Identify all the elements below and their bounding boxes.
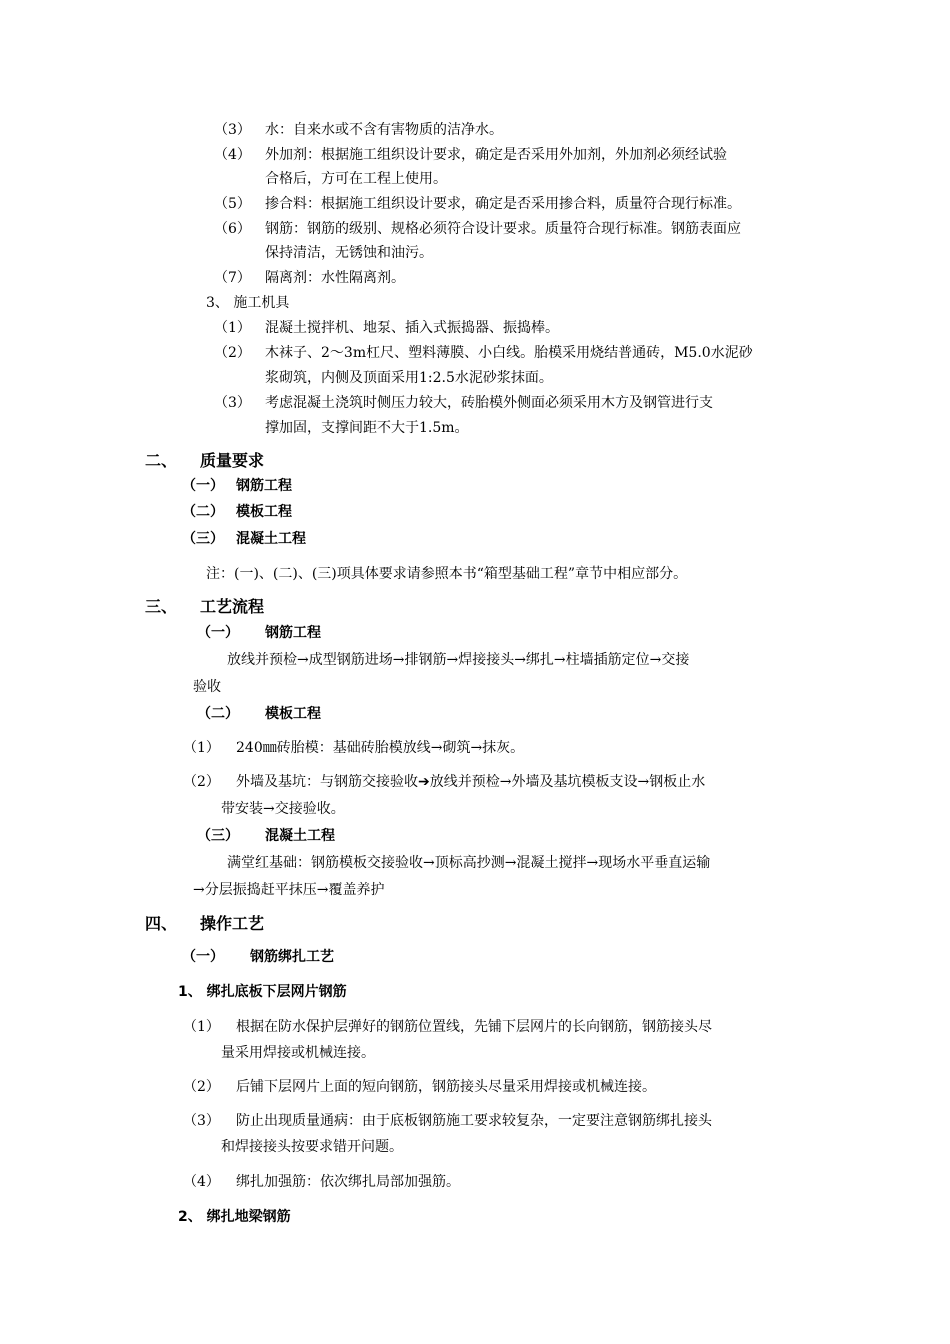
subsection-number: （二） — [197, 706, 239, 722]
list-item-number: （3） — [214, 122, 251, 138]
list-item-number: （6） — [214, 221, 251, 237]
flow-text: 满堂红基础：钢筋模板交接验收→顶标高抄测→混凝土搅拌→现场水平垂直运输 — [227, 855, 711, 871]
list-item-number: （4） — [214, 147, 251, 163]
subsection-title: 钢筋工程 — [236, 478, 292, 494]
list-item-text: 防止出现质量通病：由于底板钢筋施工要求较复杂，一定要注意钢筋绑扎接头 — [236, 1113, 712, 1129]
subsection-number: （三） — [182, 531, 224, 547]
subsection-number: （一） — [182, 478, 224, 494]
section-title: 质量要求 — [200, 451, 265, 470]
list-item-text: 水：自来水或不含有害物质的洁净水。 — [265, 122, 503, 138]
list-item-text: 根据在防水保护层弹好的钢筋位置线，先铺下层网片的长向钢筋，钢筋接头尽 — [236, 1019, 712, 1035]
subsection-title: 混凝土工程 — [236, 531, 306, 547]
list-item-number: （3） — [214, 395, 251, 411]
list-item-number: （1） — [214, 320, 251, 336]
list-item-number: （2） — [183, 774, 220, 790]
subsection-number: （二） — [182, 504, 224, 520]
section-heading: 3、 施工机具 — [206, 295, 290, 311]
list-item-text: 钢筋：钢筋的级别、规格必须符合设计要求。质量符合现行标准。钢筋表面应 — [265, 221, 741, 237]
subsection-title: 混凝土工程 — [265, 828, 335, 844]
list-item-text: 掺合料：根据施工组织设计要求，确定是否采用掺合料，质量符合现行标准。 — [265, 196, 741, 212]
list-item-number: （2） — [183, 1079, 220, 1095]
subsection-title: 钢筋工程 — [265, 625, 321, 641]
note-text: 注：(一)、(二)、(三)项具体要求请参照本书“箱型基础工程”章节中相应部分。 — [206, 566, 688, 582]
subsection-number: （一） — [182, 949, 224, 965]
subsection-title: 钢筋绑扎工艺 — [250, 949, 334, 965]
list-item-text: 考虑混凝土浇筑时侧压力较大，砖胎模外侧面必须采用木方及钢管进行支 — [265, 395, 713, 411]
subsection-title: 模板工程 — [265, 706, 321, 722]
list-item-number: （5） — [214, 196, 251, 212]
list-item-text: 撑加固，支撑间距不大于1.5m。 — [265, 420, 469, 436]
list-item-text: 隔离剂：水性隔离剂。 — [265, 270, 405, 286]
item-heading: 2、 绑扎地梁钢筋 — [178, 1209, 291, 1225]
list-item-text: 和焊接接头按要求错开问题。 — [221, 1139, 403, 1155]
list-item-text: 240㎜砖胎模：基础砖胎模放线→砌筑→抹灰。 — [236, 740, 525, 756]
section-title: 操作工艺 — [200, 914, 265, 933]
section-number: 二、 — [145, 451, 178, 470]
list-item-text: 浆砌筑，内侧及顶面采用1:2.5水泥砂浆抹面。 — [265, 370, 553, 386]
item-heading: 1、 绑扎底板下层网片钢筋 — [178, 984, 347, 1000]
section-number: 四、 — [145, 914, 178, 933]
list-item-number: （1） — [183, 1019, 220, 1035]
list-item-text: 量采用焊接或机械连接。 — [221, 1045, 375, 1061]
flow-text: →分层振捣赶平抹压→覆盖养护 — [193, 882, 385, 898]
list-item-text: 外加剂：根据施工组织设计要求，确定是否采用外加剂，外加剂必须经试验 — [265, 147, 727, 163]
section-title: 工艺流程 — [200, 597, 265, 616]
section-number: 三、 — [145, 597, 178, 616]
list-item-number: （2） — [214, 345, 251, 361]
list-item-text: 带安装→交接验收。 — [221, 801, 345, 817]
subsection-number: （三） — [197, 828, 239, 844]
list-item-number: （1） — [183, 740, 220, 756]
list-item-text: 绑扎加强筋：依次绑扎局部加强筋。 — [236, 1174, 460, 1190]
list-item-number: （4） — [183, 1174, 220, 1190]
list-item-text: 后铺下层网片上面的短向钢筋，钢筋接头尽量采用焊接或机械连接。 — [236, 1079, 656, 1095]
list-item-text: 木袜子、2～3m杠尺、塑料薄膜、小白线。胎模采用烧结普通砖，M5.0水泥砂 — [265, 345, 753, 361]
list-item-text: 外墙及基坑：与钢筋交接验收➔放线并预检→外墙及基坑模板支设→钢板止水 — [236, 774, 706, 790]
subsection-title: 模板工程 — [236, 504, 292, 520]
list-item-text: 合格后，方可在工程上使用。 — [265, 171, 447, 187]
flow-text: 放线并预检→成型钢筋进场→排钢筋→焊接接头→绑扎→柱墙插筋定位→交接 — [227, 652, 690, 668]
list-item-text: 保持清洁，无锈蚀和油污。 — [265, 245, 433, 261]
list-item-number: （7） — [214, 270, 251, 286]
list-item-number: （3） — [183, 1113, 220, 1129]
list-item-text: 混凝土搅拌机、地泵、插入式振捣器、振捣棒。 — [265, 320, 559, 336]
flow-text: 验收 — [193, 679, 221, 695]
subsection-number: （一） — [197, 625, 239, 641]
